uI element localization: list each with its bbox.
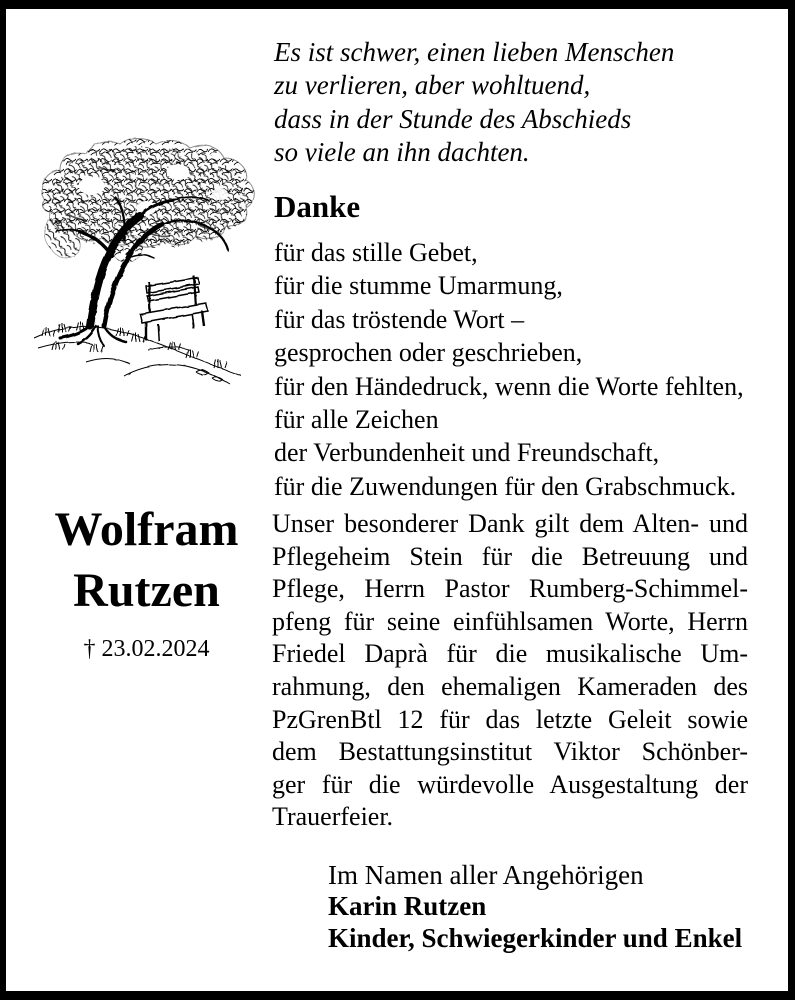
acknowledgement-line: pfeng für seine einfühlsamen Worte, Herrn — [272, 606, 748, 636]
deceased-name-block — [38, 499, 255, 663]
park-bench — [140, 276, 208, 341]
tree-bench-illustration — [28, 136, 266, 388]
verse-line: dass in der Stunde des Abschieds — [274, 103, 632, 134]
closing-name: Karin Rutzen — [328, 891, 487, 922]
death-date-value: 23.02.2024 — [101, 636, 210, 662]
acknowledgement-line: Pflegeheim Stein für die Betreuung und — [272, 541, 748, 571]
verse-line: so viele an ihn dachten. — [274, 137, 530, 168]
acknowledgement-line: dem Bestattungsinstitut Viktor Schönber- — [272, 737, 748, 767]
acknowledgement-line: Trauerfeier. — [272, 802, 394, 832]
acknowledgement-paragraph — [272, 508, 748, 834]
verse-line: zu verlieren, aber wohltuend, — [274, 70, 591, 101]
acknowledgement-line: PzGrenBtl 12 für das letzte Geleit sowie — [272, 704, 748, 734]
thanks-line: für das tröstende Wort – — [274, 304, 525, 334]
deceased-last-name: Rutzen — [73, 564, 220, 617]
thanks-line: für den Händedruck, wenn die Worte fehlten, — [274, 371, 744, 401]
acknowledgement-line: rahmung, den ehemaligen Kameraden des — [272, 671, 748, 701]
verse-line: Es ist schwer, einen lieben Menschen — [274, 37, 675, 67]
cross-icon: † — [83, 636, 96, 662]
deceased-first-name: Wolfram — [54, 503, 239, 556]
thanks-list — [274, 236, 744, 503]
thanks-line: für das stille Gebet, — [274, 238, 478, 267]
thanks-heading: Danke — [274, 189, 361, 224]
closing-relatives: Kinder, Schwiegerkinder und Enkel — [328, 922, 743, 953]
closing-preamble: Im Namen aller Angehörigen — [328, 860, 644, 890]
thanks-line: für alle Zeichen — [274, 405, 439, 435]
thanks-line: gesprochen oder geschrieben, — [274, 338, 583, 368]
opening-verse — [274, 36, 674, 170]
thanks-line: der Verbundenheit und Freundschaft, — [274, 438, 660, 468]
thanks-line: für die Zuwendungen für den Grabschmuck. — [274, 471, 737, 501]
grass-tufts — [42, 321, 227, 388]
thanks-line: für die stumme Umarmung, — [274, 271, 563, 301]
death-date — [38, 635, 255, 663]
acknowledgement-line: ger für die würdevolle Ausgestaltung der — [272, 769, 748, 799]
tree-bench-svg — [28, 136, 266, 388]
acknowledgement-line: Friedel Daprà für die musikalische Um- — [272, 639, 748, 669]
acknowledgement-line: Unser besonderer Dank gilt dem Alten- und — [272, 509, 748, 538]
acknowledgement-line: Pflege, Herrn Pastor Rumberg-Schimmel- — [272, 574, 748, 604]
tree-canopy — [42, 138, 254, 262]
closing-block — [328, 860, 742, 954]
